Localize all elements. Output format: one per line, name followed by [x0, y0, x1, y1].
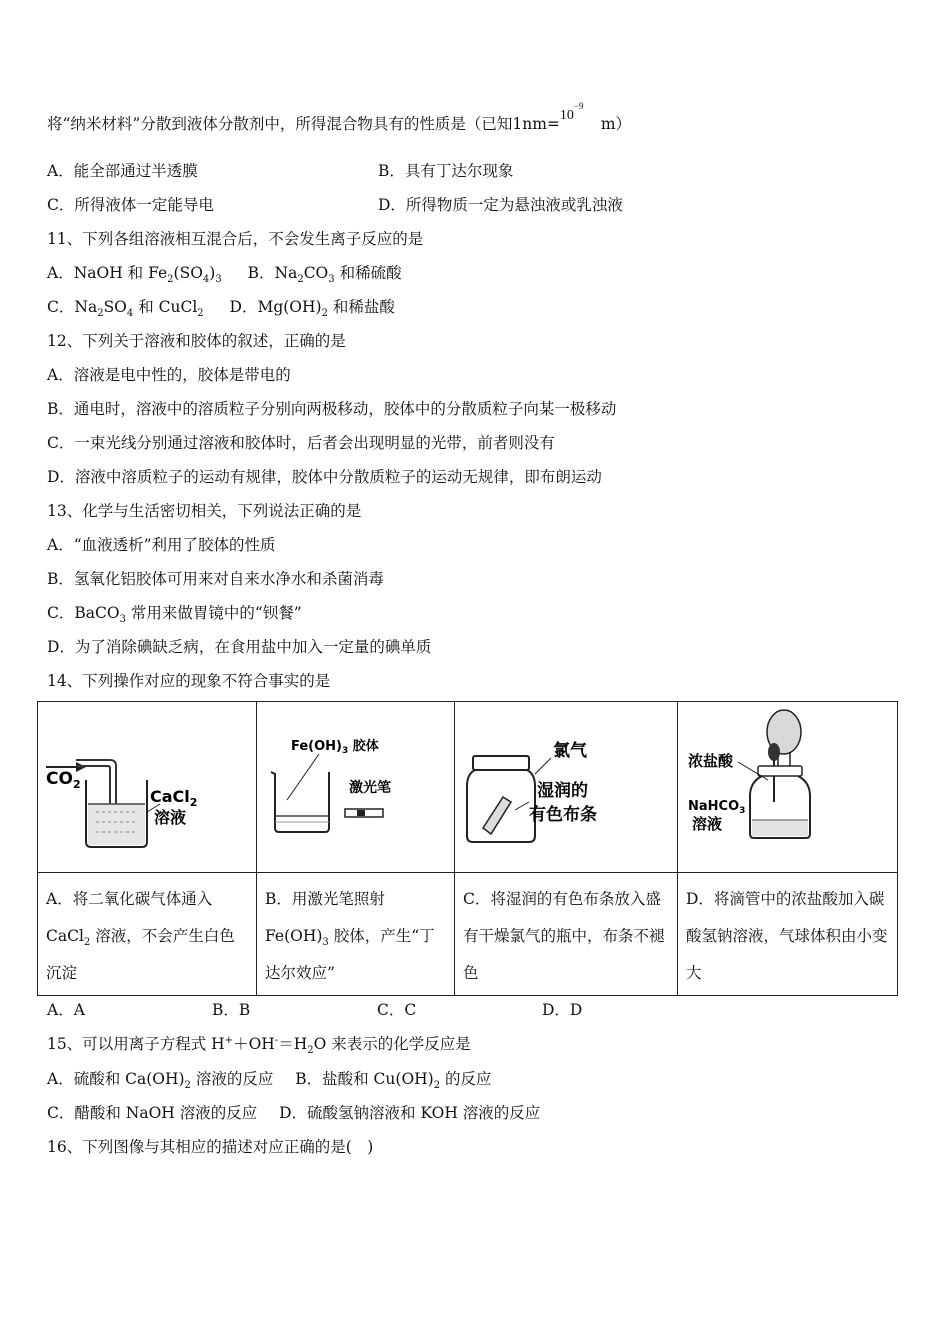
q15-stem-pre: 15、可以用离子方程式 H — [47, 1035, 225, 1053]
q11-d-text2: 和稀盐酸 — [327, 298, 395, 316]
q11-b-text: Na — [274, 264, 298, 282]
fig-c-gas-label: 氯气 — [553, 741, 587, 761]
q13-stem: 13、化学与生活密切相关，下列说法正确的是 — [47, 502, 362, 520]
q12-stem: 12、下列关于溶液和胶体的叙述，正确的是 — [47, 332, 346, 350]
q10-option-b: B．具有丁达尔现象 — [378, 162, 514, 180]
q11-c-text3: 和 CuCl — [133, 298, 198, 316]
fig-d-salt-label2: 溶液 — [692, 815, 723, 833]
q11-c-label: C． — [47, 298, 75, 316]
fig-c-cloth-label2: 有色布条 — [529, 805, 597, 825]
q11-b-text2: CO — [303, 264, 329, 282]
q11-c-sub1: 2 — [97, 308, 104, 320]
q13-option-b: B．氢氧化铝胶体可用来对自来水净水和杀菌消毒 — [47, 570, 384, 588]
q16-stem: 16、下列图像与其相应的描述对应正确的是( ) — [47, 1138, 374, 1156]
q11-c-text: Na — [74, 298, 98, 316]
q15-options-ab — [47, 1069, 492, 1092]
q15-option-c: C．醋酸和 NaOH 溶液的反应 — [47, 1104, 258, 1122]
q11-a-sub2: 4 — [202, 274, 210, 286]
q14-cell-b — [257, 873, 455, 996]
q11-c-text2: SO — [103, 298, 127, 316]
q11-b-text3: 和稀硫酸 — [334, 264, 402, 282]
q10-option-a: A．能全部通过半透膜 — [47, 162, 198, 180]
q14-cell-d: D．将滴管中的浓盐酸加入碳酸氢钠溶液，气球体积由小变大 — [678, 873, 898, 996]
figure-b-laser-colloid — [257, 702, 455, 872]
q14-cell-a-text2: 溶液，不会产生白色沉淀 — [46, 927, 235, 982]
q15-sup1: + — [224, 1034, 234, 1046]
q11-d-text: Mg(OH) — [257, 298, 322, 316]
q11-a-text3: ) — [209, 264, 216, 282]
fig-a-solution-label: CaCl$_2$ — [150, 787, 198, 809]
q13-option-a: A．“血液透析”利用了胶体的性质 — [47, 536, 276, 554]
q10-exp-base: 10 — [559, 108, 574, 123]
q11-b-sub2: 3 — [328, 274, 335, 286]
q13-c-post: 常用来做胃镜中的“钡餐” — [125, 604, 302, 622]
fig-d-salt-label: NaHCO$_3$ — [688, 799, 746, 816]
fig-b-colloid-label: $Fe(OH)_3$ 胶体 — [291, 739, 379, 756]
q14-option-d: D．D — [542, 1001, 583, 1019]
figure-a-cell — [38, 702, 257, 873]
q14-table — [37, 701, 898, 996]
q10-stem — [47, 101, 632, 136]
q11-b-sub1: 2 — [297, 274, 304, 286]
q10-row1 — [47, 161, 198, 181]
q11-options-ab — [47, 263, 402, 286]
q14-cell-b-text: B．用激光笔照射 Fe(OH) — [265, 890, 385, 945]
q15-options-cd — [47, 1103, 540, 1123]
q10-option-d: D．所得物质一定为悬浊液或乳浊液 — [378, 196, 623, 214]
q11-d-sub1: 2 — [321, 308, 328, 320]
q10-stem-text: 将“纳米材料”分散到液体分散剂中，所得混合物具有的性质是（已知1nm= — [47, 115, 560, 133]
q14-cell-a — [38, 873, 257, 996]
q14-cell-b-text2: 胶体，产生“丁达尔效应” — [265, 927, 435, 982]
q10-exp-power: −9 — [573, 101, 584, 112]
q15-sup2: - — [274, 1034, 279, 1046]
q11-c-sub2: 4 — [126, 308, 134, 320]
q13-option-c — [47, 603, 302, 626]
q13-c-pre: C．BaCO — [47, 604, 120, 622]
q14-option-c: C．C — [377, 1001, 417, 1019]
q12-option-a: A．溶液是电中性的，胶体是带电的 — [47, 366, 291, 384]
fig-a-gas-label: $CO_2$ — [46, 769, 81, 791]
q11-options-cd — [47, 297, 395, 320]
q11-a-sub1: 2 — [167, 274, 174, 286]
q15-a-pre: A．硫酸和 Ca(OH) — [47, 1070, 185, 1088]
q15-a-sub: 2 — [184, 1080, 191, 1092]
q10-exponent — [559, 101, 596, 126]
q15-b-pre: B．盐酸和 Cu(OH) — [295, 1070, 434, 1088]
q11-c-sub3: 2 — [197, 308, 204, 320]
q11-a-sub3: 3 — [215, 274, 222, 286]
q15-sub1: 2 — [307, 1045, 314, 1057]
q15-stem — [47, 1034, 471, 1057]
q14-cell-c: C．将湿润的有色布条放入盛有干燥氯气的瓶中，布条不褪色 — [455, 873, 678, 996]
q11-b-label: B． — [247, 264, 275, 282]
q11-a-label: A． — [47, 264, 74, 282]
q15-option-d: D．硫酸氢钠溶液和 KOH 溶液的反应 — [279, 1104, 541, 1122]
q14-option-a: A．A — [47, 1001, 85, 1019]
q14-cell-b-sub: 3 — [322, 937, 329, 949]
figure-a-co2-beaker — [38, 702, 257, 872]
q13-c-sub: 3 — [119, 614, 126, 626]
q15-a-post: 溶液的反应 — [190, 1070, 274, 1088]
q15-b-post: 的反应 — [440, 1070, 492, 1088]
q11-a-text2: (SO — [173, 264, 203, 282]
fig-b-laser-label: 激光笔 — [349, 780, 391, 796]
q12-option-b: B．通电时，溶液中的溶质粒子分别向两极移动，胶体中的分散质粒子向某一极移动 — [47, 400, 617, 418]
q11-d-label: D． — [229, 298, 258, 316]
q11-stem: 11、下列各组溶液相互混合后，不会发生离子反应的是 — [47, 230, 424, 248]
q12-option-c: C．一束光线分别通过溶液和胶体时，后者会出现明显的光带，前者则没有 — [47, 434, 555, 452]
fig-d-acid-label: 浓盐酸 — [688, 752, 734, 770]
figure-b-cell — [257, 702, 455, 873]
q11-a-text: NaOH 和 Fe — [73, 264, 168, 282]
q13-option-d: D．为了消除碘缺乏病，在食用盐中加入一定量的碘单质 — [47, 638, 432, 656]
q14-cell-a-sub: 2 — [83, 937, 91, 949]
q15-stem-post: ＝H — [278, 1035, 308, 1053]
q10-option-c: C．所得液体一定能导电 — [47, 196, 214, 214]
figure-d-balloon-bottle — [678, 702, 898, 872]
fig-c-cloth-label1: 湿润的 — [537, 781, 588, 801]
q15-stem-mid: ＋OH — [233, 1035, 275, 1053]
figure-c-cell — [455, 702, 678, 873]
figure-d-cell — [678, 702, 898, 873]
q14-option-b: B．B — [212, 1001, 251, 1019]
figure-c-chlorine-bottle — [455, 702, 678, 872]
q15-b-sub: 2 — [433, 1080, 441, 1092]
q12-option-d: D．溶液中溶质粒子的运动有规律，胶体中分散质粒子的运动无规律，即布朗运动 — [47, 468, 602, 486]
q14-cell-a-text: A．将二氧化碳气体通入 CaCl — [46, 890, 213, 945]
q14-stem: 14、下列操作对应的现象不符合事实的是 — [47, 672, 331, 690]
fig-a-solution-label2: 溶液 — [154, 808, 187, 827]
q10-stem-tail: m） — [595, 115, 632, 133]
q15-stem-end: O 来表示的化学反应是 — [313, 1035, 471, 1053]
